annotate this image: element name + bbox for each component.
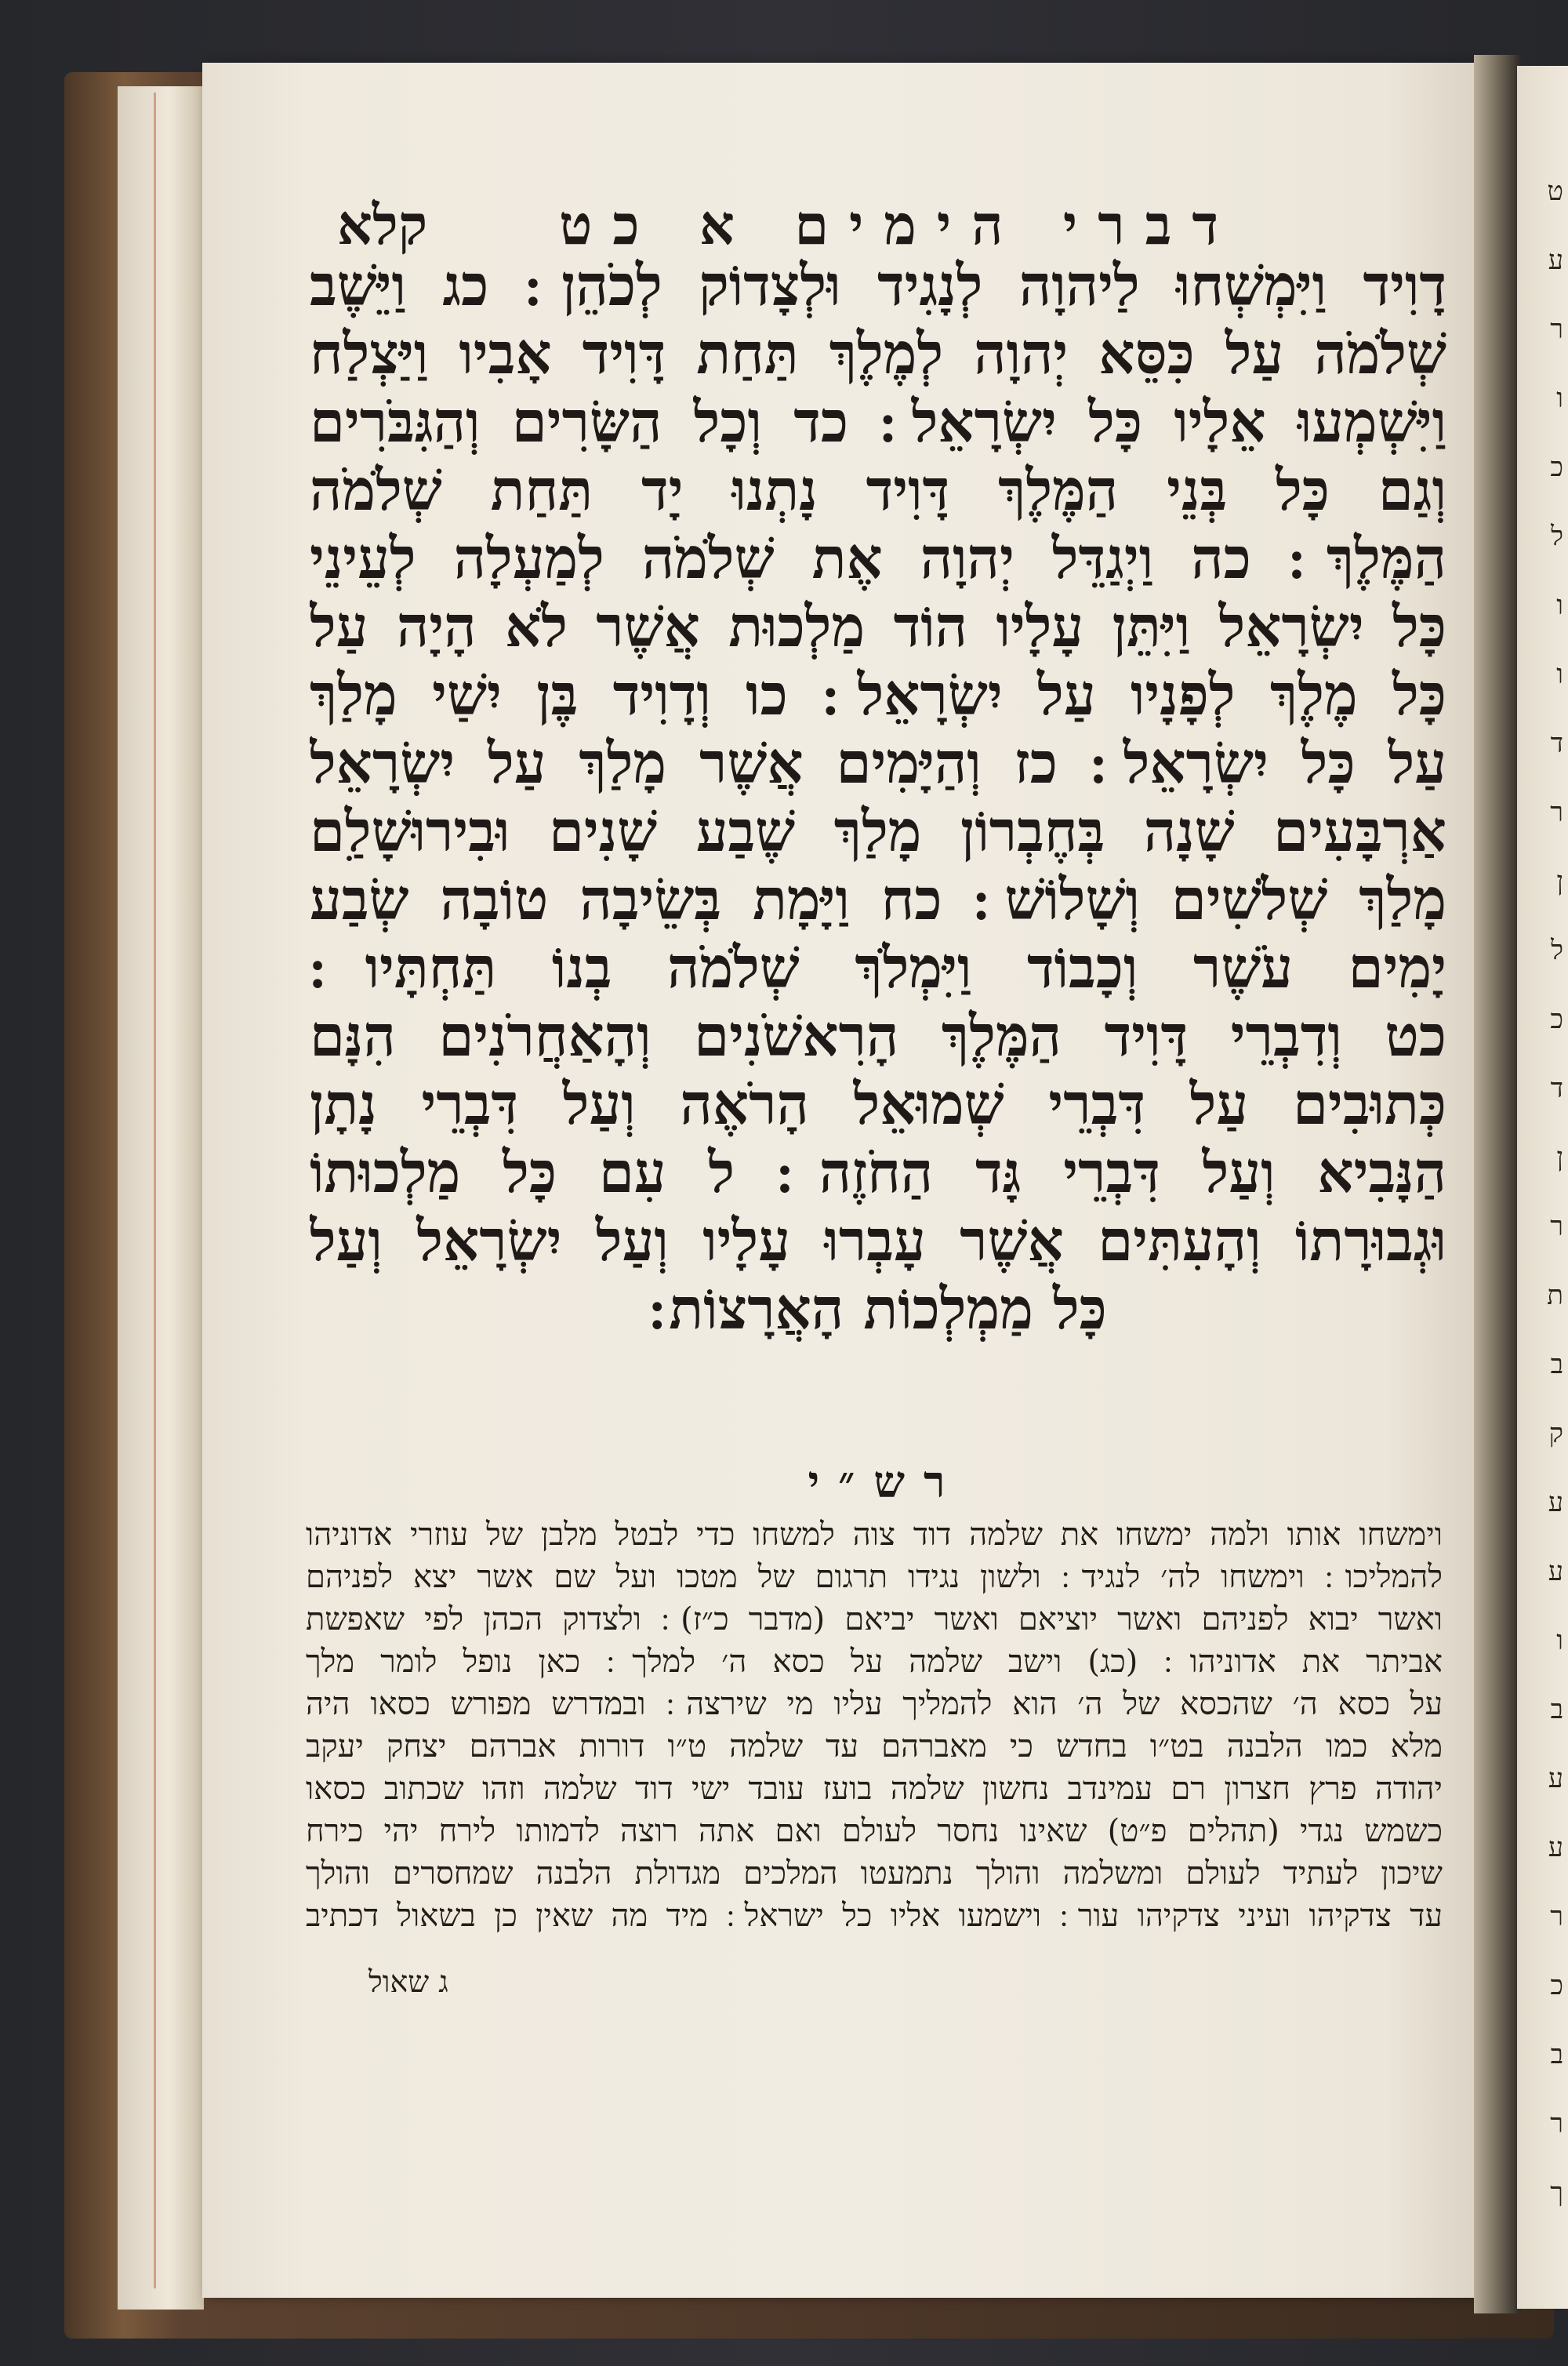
catchword: ג שאול [368, 1964, 448, 1999]
facing-page-fragment: ן [1556, 1142, 1563, 1173]
facing-page-fragment: ב [1550, 1694, 1563, 1725]
facing-page-fragment: ן [1556, 866, 1563, 897]
commentary-line: עד צדקיהו ועיני צדקיהו עור ׃ וישמעו אליו כל ישראל ׃ מיד מה שאין כן בשאול דכתיב [306, 1898, 1443, 1934]
facing-page-fragment: ט [1547, 176, 1563, 207]
facing-page-fragment: ב [1550, 2039, 1563, 2070]
text-line: כט וְדִבְרֵי דָּוִיד הַמֶּלֶךְ הָרִאשֹׁנִים וְהָאַחֲרֹנִים הִנָּם [310, 1002, 1446, 1069]
rashi-commentary [306, 1514, 1443, 1937]
text-line: יָמִים עֹשֶׁר וְכָבוֹד וַיִּמְלֹךְ שְׁלֹמֹה בְנוֹ תַּחְתָּיו ׃ [310, 934, 1446, 1001]
facing-page-fragment: ת [1547, 1280, 1563, 1311]
facing-page-fragment: ר [1550, 1211, 1563, 1242]
facing-page-fragment: ד [1550, 1073, 1563, 1104]
text-line: וּגְבוּרָתוֹ וְהָעִתִּים אֲשֶׁר עָבְרוּ עָלָיו וְעַל יִשְׂרָאֵל וְעַל [310, 1207, 1446, 1274]
text-line: וַיִּשְׁמְעוּ אֵלָיו כָּל יִשְׂרָאֵל ׃ כד וְכָל הַשָּׂרִים וְהַגִּבֹּרִים [310, 388, 1446, 455]
facing-page-fragment: ו [1556, 590, 1563, 621]
facing-page-fragment: ך [1550, 2177, 1563, 2208]
commentary-line: יהודה פרץ חצרון רם עמינדב נחשון שלמה בועז עובד ישי דוד שלמה וזהו שכתוב כסאו [306, 1771, 1443, 1807]
facing-page-fragment: כ [1550, 1970, 1563, 2001]
text-line: כָּל מֶלֶךְ לְפָנָיו עַל יִשְׂרָאֵל ׃ כו וְדָוִיד בֶּן יִשַׁי מָלַךְ [310, 661, 1446, 728]
facing-page-fragment: ל [1551, 935, 1563, 966]
facing-page-fragment: ב [1550, 1349, 1563, 1380]
commentary-line: ואשר יבוא לפניהם ואשר יוציאם ואשר יביאם (מדבר כ״ז) ׃ ולצדוק הכהן לפי שאפשת [306, 1601, 1443, 1637]
text-line: מָלַךְ שְׁלֹשִׁים וְשָׁלוֹשׁ ׃ כח וַיָּמָת בְּשֵׂיבָה טוֹבָה שְׂבַע [310, 866, 1446, 932]
text-line: דָוִיד וַיִּמְשְׁחוּ לַיהוָה לְנָגִיד וּלְצָדוֹק לְכֹהֵן ׃ כג וַיֵּשֶׁב [310, 252, 1446, 318]
facing-page [1517, 66, 1568, 2309]
facing-page-fragment: ל [1551, 521, 1563, 552]
text-line: כְּתוּבִים עַל דִּבְרֵי שְׁמוּאֵל הָרֹאֶה וְעַל דִּבְרֵי נָתָן [310, 1070, 1446, 1137]
margin-rule [154, 93, 156, 2288]
running-title: דברי הימים א כט [559, 192, 1239, 257]
facing-page-fragment: ד [1550, 728, 1563, 759]
facing-page-fragment: ע [1548, 1763, 1563, 1794]
facing-page-fragment: ע [1548, 245, 1563, 276]
text-line: וְגַם כָּל בְּנֵי הַמֶּלֶךְ דָּוִיד נָתְנוּ יָד תַּחַת שְׁלֹמֹה [310, 456, 1446, 523]
book-gutter [1474, 55, 1521, 2313]
facing-page-fragment: ע [1548, 1487, 1563, 1518]
biblical-text [310, 251, 1446, 1343]
commentary-line: מלא כמו הלבנה בט״ו בחדש כי מאברהם עד שלמה ט״ו דורות אברהם יצחק יעקב [306, 1728, 1443, 1765]
commentary-line: וימשחו אותו ולמה ימשחו את שלמה דוד צוה למשחו כדי לבטל מלבן של עוזרי אדוניהו [306, 1517, 1443, 1553]
commentary-line: שיכון לעתיד לעולם ומשלמה והולך נתמעטו המלכים מגדולת הלבנה שמחסרים והולך [306, 1855, 1443, 1892]
page-block-edge [118, 86, 204, 2310]
facing-page-fragment: ו [1556, 383, 1563, 414]
text-line: כָּל מַמְלְכוֹת הָאֲרָצוֹת ׃ [649, 1275, 1107, 1342]
facing-page-fragment: ו [1556, 1625, 1563, 1656]
text-line: הַמֶּלֶךְ ׃ כה וַיְגַדֵּל יְהוָה אֶת שְׁלֹמֹה לְמַעְלָה לְעֵינֵי [310, 525, 1446, 591]
commentary-line: על כסא ה׳ שהכסא של ה׳ הוא להמליך עליו מי שירצה ׃ ובמדרש מפורש כסאו היה [306, 1686, 1443, 1722]
commentary-line: להמליכו ׃ וימשחו לה׳ לנגיד ׃ ולשון נגידו תרגום של מטכו ועל שם אשר יצא לפניהם [306, 1559, 1443, 1595]
facing-page-fragment: ו [1556, 659, 1563, 690]
text-line: אַרְבָּעִים שָׁנָה בְּחֶבְרוֹן מָלַךְ שֶׁבַע שָׁנִים וּבִירוּשָׁלִַם [310, 798, 1446, 864]
text-line: עַל כָּל יִשְׂרָאֵל ׃ כז וְהַיָּמִים אֲשֶׁר מָלַךְ עַל יִשְׂרָאֵל [310, 729, 1446, 796]
facing-page-fragment: ר [1550, 797, 1563, 828]
folio-number: קלא [337, 192, 428, 257]
facing-page-fragment: ר [1550, 314, 1563, 345]
commentary-title: רש״י [808, 1456, 964, 1508]
facing-page-fragment: ק [1548, 1418, 1563, 1449]
commentary-line: כשמש נגדי (תהלים פ״ט) שאינו נחסר לעולם ואם אתה רוצה לדמותו לירח יהי כירח [306, 1813, 1443, 1849]
facing-page-fragment: ע [1548, 1556, 1563, 1587]
facing-page-fragment: ע [1548, 1832, 1563, 1863]
text-line: כָּל יִשְׂרָאֵל וַיִּתֵּן עָלָיו הוֹד מַלְכוּת אֲשֶׁר לֹא הָיָה עַל [310, 593, 1446, 660]
commentary-line: אביתר את אדוניהו ׃ (כג) וישב שלמה על כסא ה׳ למלך ׃ כאן נופל לומר מלך [306, 1644, 1443, 1680]
text-line: הַנָּבִיא וְעַל דִּבְרֵי גָּד הַחֹזֶה ׃ ל עִם כָּל מַלְכוּתוֹ [310, 1139, 1446, 1205]
facing-page-fragment: כ [1550, 1004, 1563, 1035]
facing-page-fragment: ר [1550, 1901, 1563, 1932]
text-line: שְׁלֹמֹה עַל כִּסֵּא יְהוָה לְמֶלֶךְ תַּחַת דָּוִיד אָבִיו וַיַּצְלַח [310, 320, 1446, 387]
facing-page-fragment: ר [1550, 2108, 1563, 2139]
facing-page-fragment: כ [1550, 452, 1563, 483]
